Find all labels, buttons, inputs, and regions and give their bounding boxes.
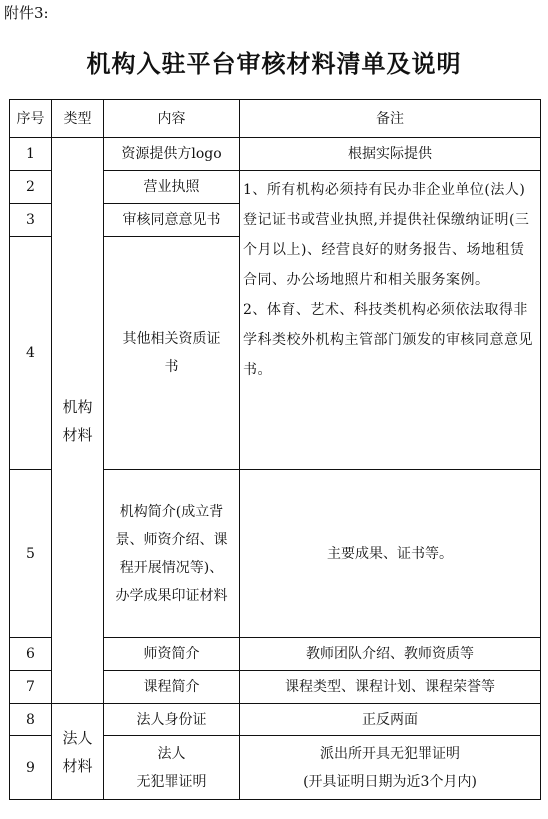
row-number: 5 [10, 470, 52, 638]
note-line: (开具证明日期为近3个月内) [303, 773, 477, 790]
content-cell: 营业执照 [104, 171, 240, 204]
content-cell: 资源提供方logo [104, 138, 240, 171]
content-line: 无犯罪证明 [136, 773, 207, 790]
content-cell: 师资简介 [104, 638, 240, 671]
content-cell [104, 736, 240, 800]
column-header-type: 类型 [52, 100, 104, 138]
content-line: 法人 [157, 745, 186, 762]
type-label-line: 机构 [62, 397, 93, 416]
note-cell: 课程类型、课程计划、课程荣誉等 [240, 671, 541, 704]
note-cell: 教师团队介绍、教师资质等 [240, 638, 541, 671]
table-row [10, 704, 541, 736]
note-paragraph-1: 1、所有机构必须持有民办非企业单位(法人)登记证书或营业执照,并提供社保缴纳证明(三个月以上)、经营良好的财务报告、场地租赁合同、办公场地照片和相关服务案例。 [243, 182, 530, 288]
content-line: 其他相关资质证 [122, 331, 221, 347]
type-label-line: 法人 [62, 728, 93, 747]
row-number: 8 [10, 704, 52, 736]
row-number: 6 [10, 638, 52, 671]
column-header-no: 序号 [10, 100, 52, 138]
content-line: 办学成果印证材料 [115, 587, 228, 604]
row-number: 2 [10, 171, 52, 204]
content-cell [104, 470, 240, 638]
content-line: 景、师资介绍、课 [115, 531, 228, 548]
column-header-note: 备注 [240, 100, 541, 138]
type-label-line: 材料 [62, 756, 93, 775]
table-row [10, 138, 541, 171]
row-number: 9 [10, 736, 52, 800]
content-line: 书 [164, 359, 179, 375]
note-cell: 根据实际提供 [240, 138, 541, 171]
page-title: 机构入驻平台审核材料清单及说明 [86, 49, 462, 78]
attachment-label: 附件3: [4, 4, 49, 22]
content-cell: 法人身份证 [104, 704, 240, 736]
row-number: 4 [10, 237, 52, 470]
note-line: 派出所开具无犯罪证明 [320, 745, 460, 762]
row-number: 1 [10, 138, 52, 171]
content-cell: 审核同意意见书 [104, 204, 240, 237]
content-cell [104, 237, 240, 470]
note-cell [240, 736, 541, 800]
content-cell: 课程简介 [104, 671, 240, 704]
table-header-row [10, 100, 541, 138]
column-header-content: 内容 [104, 100, 240, 138]
content-line: 机构简介(成立背 [119, 503, 224, 520]
materials-table [9, 99, 541, 800]
note-paragraph-2: 2、体育、艺术、科技类机构必须依法取得非学科类校外机构主管部门颁发的审核同意意见书。 [243, 302, 533, 378]
row-number: 7 [10, 671, 52, 704]
shared-note-cell [240, 171, 541, 470]
content-line: 程开展情况等)、 [119, 559, 224, 576]
note-cell: 主要成果、证书等。 [240, 470, 541, 638]
note-cell: 正反两面 [240, 704, 541, 736]
row-number: 3 [10, 204, 52, 237]
type-cell-institution [52, 138, 104, 704]
type-cell-legal-person [52, 704, 104, 800]
type-label-line: 材料 [62, 425, 93, 444]
